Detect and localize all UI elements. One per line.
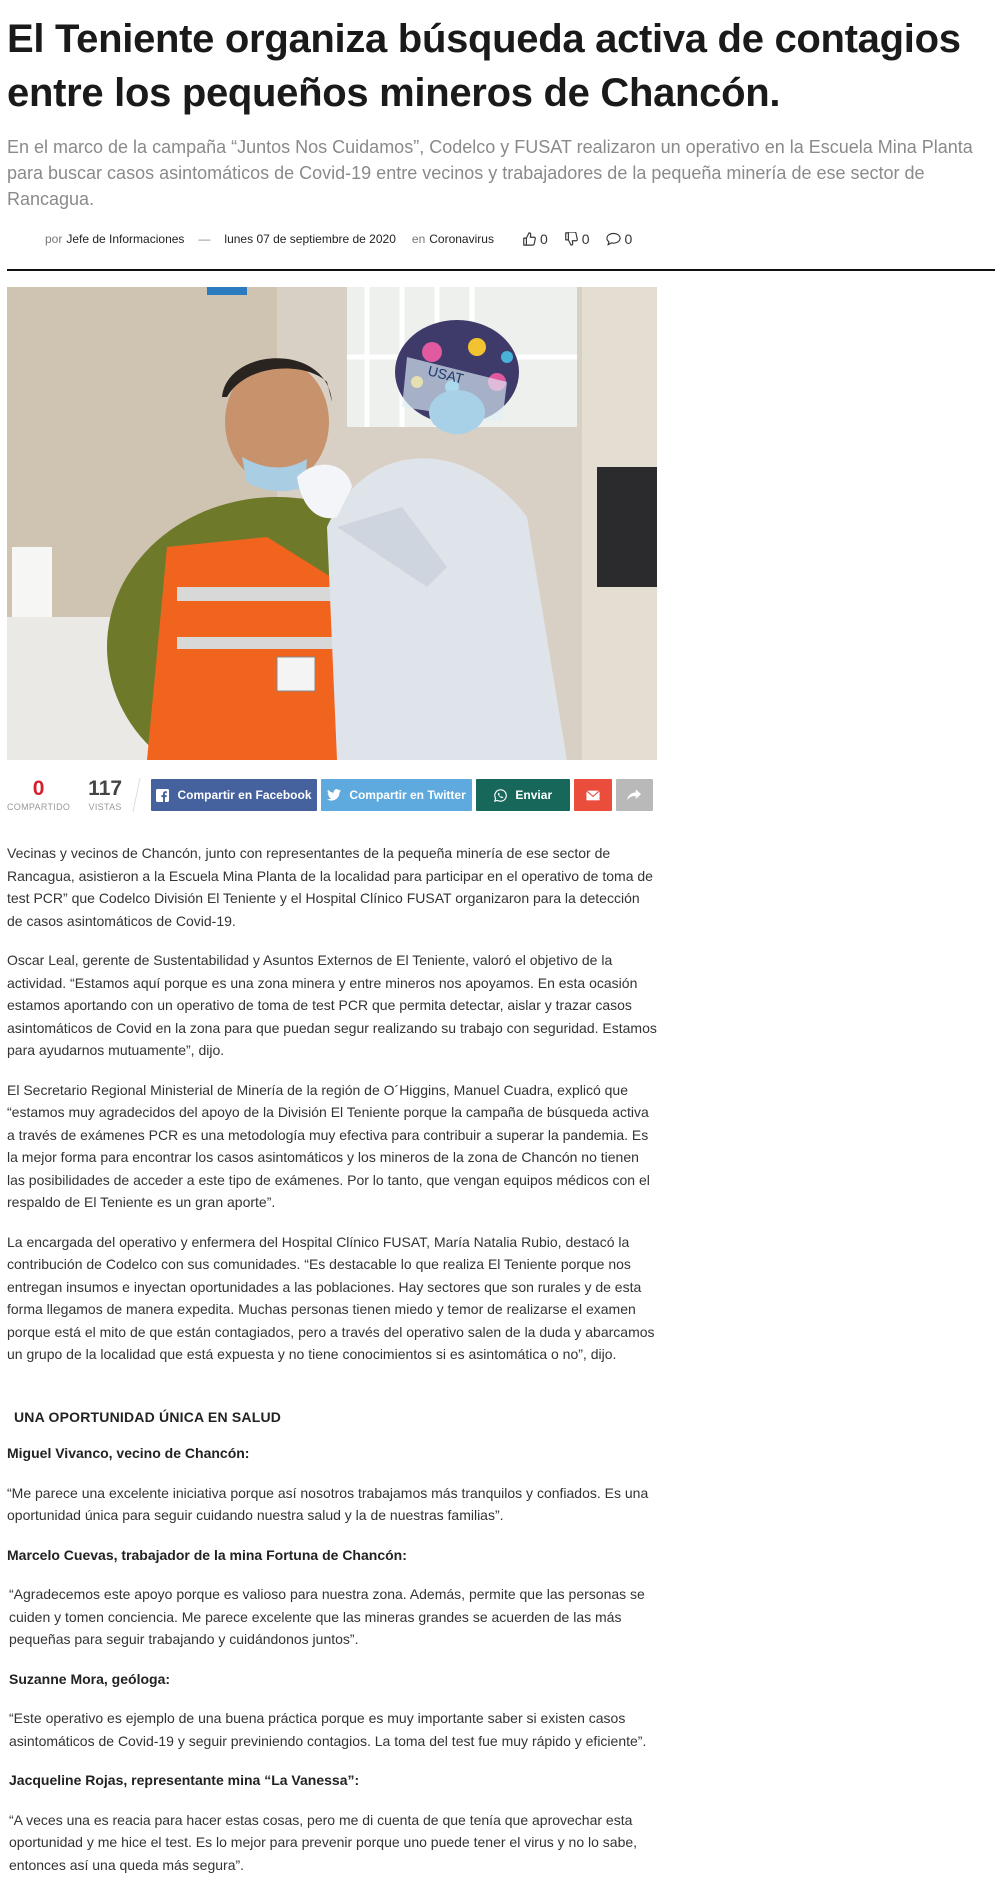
envelope-icon xyxy=(586,790,600,801)
share-facebook-button[interactable] xyxy=(151,779,317,811)
testimonial-quote: “Este operativo es ejemplo de una buena práctica porque es muy importante saber si existen casos asintomáticos de Covid-19 y seguir previniendo contagios. La toma del test fue muy rápido y eficiente”. xyxy=(9,1710,647,1749)
article-title: El Teniente organiza búsqueda activa de contagios entre los pequeños mineros de Chancón. xyxy=(7,17,961,115)
view-count-label: VISTAS xyxy=(88,802,122,812)
article-subtitle: En el marco de la campaña “Juntos Nos Cuidamos”, Codelco y FUSAT realizaron un operativo en la Escuela Mina Planta para buscar casos asintomáticos de Covid-19 entre vecinos y trabajadores de la pequeña minería de ese sector de Rancagua. xyxy=(7,137,973,209)
testimonial-quote: “Agradecemos este apoyo porque es valioso para nuestra zona. Además, permite que las personas se cuiden y tomen conciencia. Me parece excelente que las mineras grandes se acuerden de las más pequeñas para seguir trabajando y cuidándonos juntos”. xyxy=(9,1586,645,1647)
comment-icon xyxy=(606,232,621,246)
share-twitter-label: Compartir en Twitter xyxy=(349,788,466,802)
body-paragraph: Oscar Leal, gerente de Sustentabilidad y Asuntos Externos de El Teniente, valoró el objetivo de la actividad. “Estamos aquí porque es una zona minera y entre mineros nos apoyamos. En esta ocasión estamos aportando con un operativo de toma de test PCR que permita detectar, aislar y trazar casos asintomáticos de Covid en la zona para que puedan segur realizando su trabajo con seguridad. Estamos para ayudarnos mutuamente”, dijo. xyxy=(7,952,657,1058)
featured-image xyxy=(7,287,657,760)
share-arrow-icon xyxy=(627,789,641,801)
testimonial-name: Jacqueline Rojas, representante mina “La Vanessa”: xyxy=(9,1772,360,1788)
share-whatsapp-label: Enviar xyxy=(515,788,553,802)
by-label: por xyxy=(45,232,63,246)
article-meta xyxy=(7,227,995,251)
body-paragraph: El Secretario Regional Ministerial de Minería de la región de O´Higgins, Manuel Cuadra, explicó que “estamos muy agradecidos del apoyo de la División El Teniente porque la campaña de búsqueda activa a través de exámenes PCR es una metodología muy efectiva para contribuir a superar la pandemia. Es la mejor forma para encontrar los casos asintomáticos y los mineros de la zona de Chancón no tienen las posibilidades de acceder a este tipo de exámenes. Por lo tanto, que vengan equipos médicos con el respaldo de El Teniente es un gran aporte”. xyxy=(7,1081,650,1210)
facebook-icon xyxy=(156,789,169,802)
comments-button[interactable] xyxy=(606,231,633,247)
twitter-icon xyxy=(327,789,341,801)
comment-count: 0 xyxy=(624,231,633,247)
share-count-value: 0 xyxy=(32,777,45,800)
share-facebook-label: Compartir en Facebook xyxy=(177,788,312,802)
body-paragraph: La encargada del operativo y enfermera del Hospital Clínico FUSAT, María Natalia Rubio, destacó la contribución de Codelco con sus comunidades. “Es destacable lo que realiza El Teniente porque nos entregan insumos e inyectan oportunidades a las poblaciones. Hay sectores que son rurales y de esta forma llegamos de manera expedita. Muchas personas tienen miedo y temor de realizarse el examen porque está el mito de que están contagiados, pero a través del operativo salen de la duda y abarcamos un grupo de la localidad que está expuesta y no tiene conocimientos si es asintomática o no”, dijo. xyxy=(7,1233,655,1362)
stat-divider xyxy=(132,778,140,812)
header-divider xyxy=(7,269,995,271)
publish-date: lunes 07 de septiembre de 2020 xyxy=(224,232,396,246)
whatsapp-icon xyxy=(494,789,507,802)
testimonial-quote: “Me parece una excelente iniciativa porque así nosotros trabajamos más tranquilos y confiados. Es una oportunidad única para seguir cuidando nuestra salud y la de nuestras familias”. xyxy=(7,1484,649,1523)
share-email-button[interactable] xyxy=(574,779,611,811)
testimonial-name: Suzanne Mora, geóloga: xyxy=(9,1670,171,1687)
dislike-count: 0 xyxy=(581,231,590,247)
reaction-counts xyxy=(522,231,648,247)
share-more-button[interactable] xyxy=(616,779,653,811)
view-count-value: 117 xyxy=(88,777,123,800)
share-count-label: COMPARTIDO xyxy=(7,802,71,812)
section-heading: UNA OPORTUNIDAD ÚNICA EN SALUD xyxy=(14,1408,282,1425)
article-body xyxy=(7,842,657,1876)
share-count xyxy=(7,778,70,812)
share-twitter-button[interactable] xyxy=(321,779,472,811)
thumbs-up-icon xyxy=(522,232,536,246)
like-count: 0 xyxy=(539,231,548,247)
category-link[interactable]: Coronavirus xyxy=(429,232,494,246)
view-count xyxy=(88,778,122,812)
testimonial-quote: “A veces una es reacia para hacer estas cosas, pero me di cuenta de que tenía que aprovechar esta oportunidad y me hice el test. Es lo mejor para prevenir porque uno puede tener el virus y no lo sabe, entonces así una queda más segura”. xyxy=(9,1811,638,1873)
face-shield-badge: USAT xyxy=(426,362,466,387)
testimonial-name: Miguel Vivanco, vecino de Chancón: xyxy=(7,1445,250,1461)
dislike-button[interactable] xyxy=(564,231,590,247)
author-link[interactable]: Jefe de Informaciones xyxy=(66,232,185,246)
testimonial-name: Marcelo Cuevas, trabajador de la mina Fortuna de Chancón: xyxy=(7,1546,407,1563)
in-label: en xyxy=(411,232,426,246)
share-bar xyxy=(7,778,657,812)
pcr-test-photo xyxy=(7,287,657,760)
thumbs-down-icon xyxy=(564,232,578,246)
share-whatsapp-button[interactable] xyxy=(476,779,570,811)
article-container xyxy=(7,0,995,1893)
meta-separator: — xyxy=(198,232,211,246)
body-paragraph: Vecinas y vecinos de Chancón, junto con representantes de la pequeña minería de ese sector de Rancagua, asistieron a la Escuela Mina Planta de la localidad para participar en el operativo de toma de test PCR” que Codelco División El Teniente y el Hospital Clínico FUSAT organizaron para la detección de casos asintomáticos de Covid-19. xyxy=(7,845,653,929)
like-button[interactable] xyxy=(522,231,548,247)
